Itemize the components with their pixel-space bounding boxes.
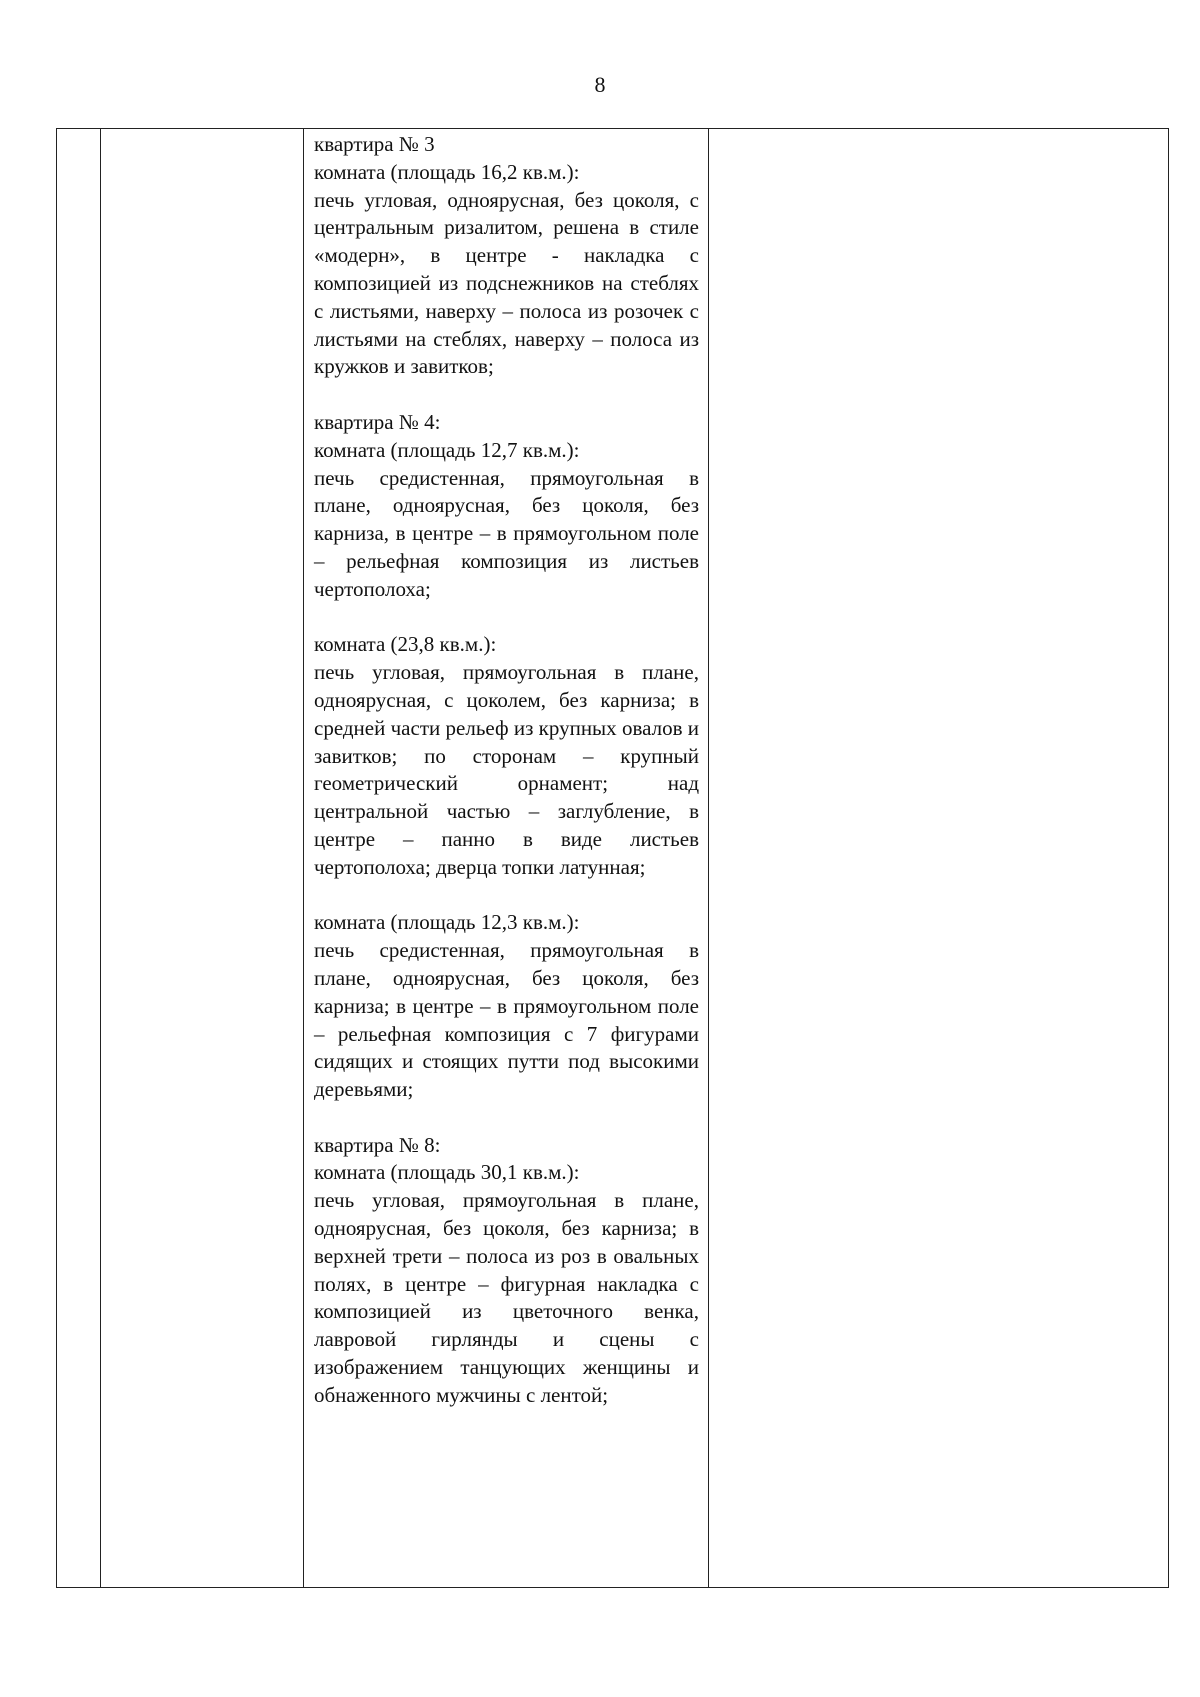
table-row (57, 129, 1169, 1588)
table-cell-description (304, 129, 709, 1588)
page-number: 8 (594, 72, 606, 97)
table-cell-number (57, 129, 101, 1588)
description-text (304, 129, 708, 1410)
room-heading: комната (площадь 12,7 кв.м.): (314, 437, 580, 462)
table-cell-notes (709, 129, 1169, 1588)
objects-table (56, 128, 1169, 1588)
room-block (314, 631, 699, 881)
room-heading: комната (23,8 кв.м.): (314, 632, 497, 657)
stove-description: печь угловая, одноярусная, без цоколя, с центральным ризалитом, решена в стиле «модерн», в центре - накладка с композицией из подснежников на стеблях с листьями, наверху – полоса из розочек с листьями на стеблях, наверху – полоса из кружков и завитков; (314, 187, 699, 379)
apartment-block (314, 131, 699, 381)
apartment-heading: квартира № 3 (314, 132, 435, 156)
stove-description: печь угловая, прямоугольная в плане, одноярусная, без цоколя, без карниза; в верхней трети – полоса из роз в овальных полях, в центре – фигурная накладка с композицией из цветочного венка, лавровой гирлянды и сцены с изображением танцующих женщины и обнаженного мужчины с лентой; (314, 1188, 699, 1407)
room-heading: комната (площадь 30,1 кв.м.): (314, 1160, 580, 1185)
stove-description: печь угловая, прямоугольная в плане, одноярусная, с цоколем, без карниза; в средней части рельеф из крупных овалов и завитков; по сторонам – крупный геометрический орнамент; над центральной частью – заглубление, в центре – панно в виде листьев чертополоха; дверца топки латунная; (314, 660, 699, 879)
table-cell-object (101, 129, 304, 1588)
room-block (314, 909, 699, 1104)
room-heading: комната (площадь 12,3 кв.м.): (314, 910, 580, 935)
apartment-heading: квартира № 8: (314, 1132, 441, 1157)
stove-description: печь средистенная, прямоугольная в плане, одноярусная, без цоколя, без карниза; в центре – в прямоугольном поле – рельефная композиция с 7 фигурами сидящих и стоящих путти под высокими деревьями; (314, 938, 699, 1102)
apartment-block (314, 1132, 699, 1410)
apartment-heading: квартира № 4: (314, 409, 441, 434)
room-heading: комната (площадь 16,2 кв.м.): (314, 159, 580, 184)
apartment-block (314, 409, 699, 604)
stove-description: печь средистенная, прямоугольная в плане, одноярусная, без цоколя, без карниза, в центре – в прямоугольном поле – рельефная композиция из листьев чертополоха; (314, 465, 699, 601)
